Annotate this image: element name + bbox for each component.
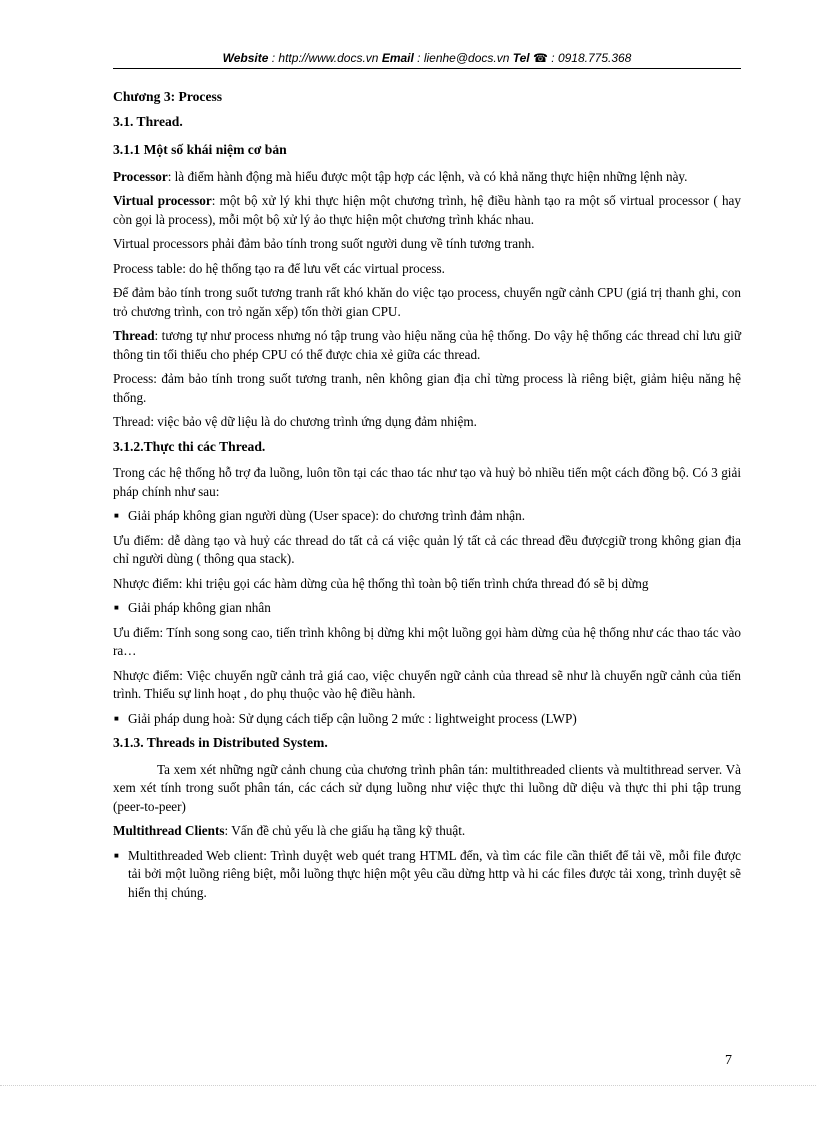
- section-heading-3-1-3: 3.1.3. Threads in Distributed System.: [113, 735, 328, 750]
- tel-label: Tel: [512, 51, 530, 65]
- paragraph-virtual-processor: [113, 192, 741, 229]
- paragraph-thread: [113, 327, 741, 364]
- section-heading-3-1: 3.1. Thread.: [113, 113, 183, 129]
- section-heading-3-1-1: 3.1.1 Một số khái niệm cơ bản: [113, 142, 287, 157]
- paragraph-virtual-processors: Virtual processors phải đảm bảo tính trong suốt người dung về tính tương tranh.: [113, 236, 535, 251]
- paragraph-distributed: Ta xem xét những ngữ cảnh chung của chương trình phân tán: multithreaded clients và multithread server. Và xem xét tính trong suốt phân tán, các cách sử dụng luồng như việc thực thi luồng dữ diệu và thực thi phi tập trung (peer-to-peer): [113, 761, 741, 814]
- list-item: [113, 599, 741, 618]
- page-bottom-divider: [0, 1085, 816, 1086]
- paragraph-multithreading: Trong các hệ thống hỗ trợ đa luồng, luôn tồn tại các thao tác như tạo và huỷ bỏ nhiều tiến một cách đồng bộ. Có 3 giải pháp chính như sau:: [113, 465, 741, 499]
- paragraph-thread-protection: Thread: việc bảo vệ dữ liệu là do chương trình ứng dụng đảm nhiệm.: [113, 414, 477, 429]
- list-item: [113, 710, 741, 729]
- term-thread: Thread: [113, 328, 155, 343]
- paragraph-disadvantage-1: Nhược điểm: khi triệu gọi các hàm dừng của hệ thống thì toàn bộ tiến trình chứa thread đó sẽ bị dừng: [113, 575, 649, 591]
- list-item-text: Multithreaded Web client: Trình duyệt web quét trang HTML đến, và tìm các file cần thiết để tải về, mỗi file được tải bởi một luồng riêng biệt, mỗi luồng thực hiện một yêu cầu dừng http và hi các files được tải xong, trình duyệt sẽ hiển thị chúng.: [128, 847, 741, 900]
- list-item: [113, 507, 741, 526]
- paragraph-multithread-clients: [113, 822, 741, 841]
- document-body: [113, 88, 741, 908]
- list-item-text: Giải pháp dung hoà: Sử dụng cách tiếp cận luồng 2 mức : lightweight process (LWP): [128, 710, 577, 726]
- page-header: [113, 50, 741, 66]
- paragraph-text: : Vấn đề chủ yếu là che giấu hạ tầng kỹ thuật.: [224, 823, 466, 838]
- bullet-icon: ■: [114, 850, 119, 860]
- section-heading-3-1-2: 3.1.2.Thực thi các Thread.: [113, 438, 266, 454]
- bullet-icon: ■: [114, 603, 119, 612]
- term-virtual-processor: Virtual processor: [113, 193, 212, 208]
- paragraph-processor: [113, 168, 741, 187]
- paragraph-advantage-1: Ưu điểm: dễ dàng tạo và huỷ các thread do tất cả cá việc quản lý tất cả các thread đều đượcgiữ trong không gian địa chỉ người dùng ( thông qua stack).: [113, 532, 741, 566]
- telephone-icon: ☎: [532, 51, 548, 65]
- header-divider: [113, 68, 741, 69]
- paragraph-text: : là điểm hành động mà hiểu được một tập hợp các lệnh, và có khả năng thực hiện những lệnh này.: [167, 168, 688, 184]
- bullet-icon: ■: [114, 713, 119, 723]
- page-number: 7: [725, 1053, 732, 1068]
- list-item: [113, 847, 741, 903]
- chapter-title: Chương 3: Process: [113, 89, 223, 104]
- paragraph-process: Process: đảm bảo tính trong suốt tương tranh, nên không gian địa chỉ từng process là riêng biệt, giảm hiệu năng hệ thống.: [113, 371, 741, 405]
- list-item-text: Giải pháp không gian nhân: [128, 600, 271, 615]
- list-item-text: Giải pháp không gian người dùng (User space): do chương trình đảm nhận.: [128, 508, 526, 523]
- website-label: Website: [222, 51, 269, 65]
- paragraph-disadvantage-2: Nhược điểm: Việc chuyển ngữ cảnh trả giá cao, việc chuyển ngữ cảnh của thread sẽ như là chuyển ngữ cảnh của tiến trình. Thiếu sự linh hoạt , do phụ thuộc vào hệ điều hành.: [113, 667, 741, 701]
- bullet-icon: ■: [114, 511, 119, 520]
- email-value: : lienhe@docs.vn: [413, 51, 513, 65]
- email-label: Email: [381, 51, 414, 65]
- term-processor: Processor: [113, 168, 168, 184]
- website-value: : http://www.docs.vn: [268, 51, 382, 65]
- term-multithread-clients: Multithread Clients: [113, 823, 225, 838]
- paragraph-process-table: Process table: do hệ thống tạo ra để lưu vết các virtual process.: [113, 260, 445, 276]
- paragraph-advantage-2: Ưu điểm: Tính song song cao, tiến trình không bị dừng khi một luồng gọi hàm dừng của hệ thống như các thao tác vào ra…: [113, 624, 741, 658]
- paragraph-text: : tương tự như process nhưng nó tập trung vào hiệu năng của hệ thống. Do vậy hệ thống các thread chỉ lưu giữ thông tin tối thiểu cho phép CPU có thể được chia xẻ giữa các thread.: [113, 328, 741, 362]
- paragraph-transparency: Để đảm bảo tính trong suốt tương tranh rất khó khăn do việc tạo process, chuyển ngữ cảnh CPU (giá trị thanh ghi, con trỏ chương trình, con trỏ ngăn xếp) tốn thời gian CPU.: [113, 285, 741, 319]
- paragraph-text: : một bộ xử lý khi thực hiện một chương trình, hệ điều hành tạo ra một số virtual processor ( hay còn gọi là process), mỗi một bộ xử lý ảo thực hiện một chương trình khác nhau.: [113, 193, 741, 227]
- tel-value: : 0918.775.368: [547, 51, 632, 65]
